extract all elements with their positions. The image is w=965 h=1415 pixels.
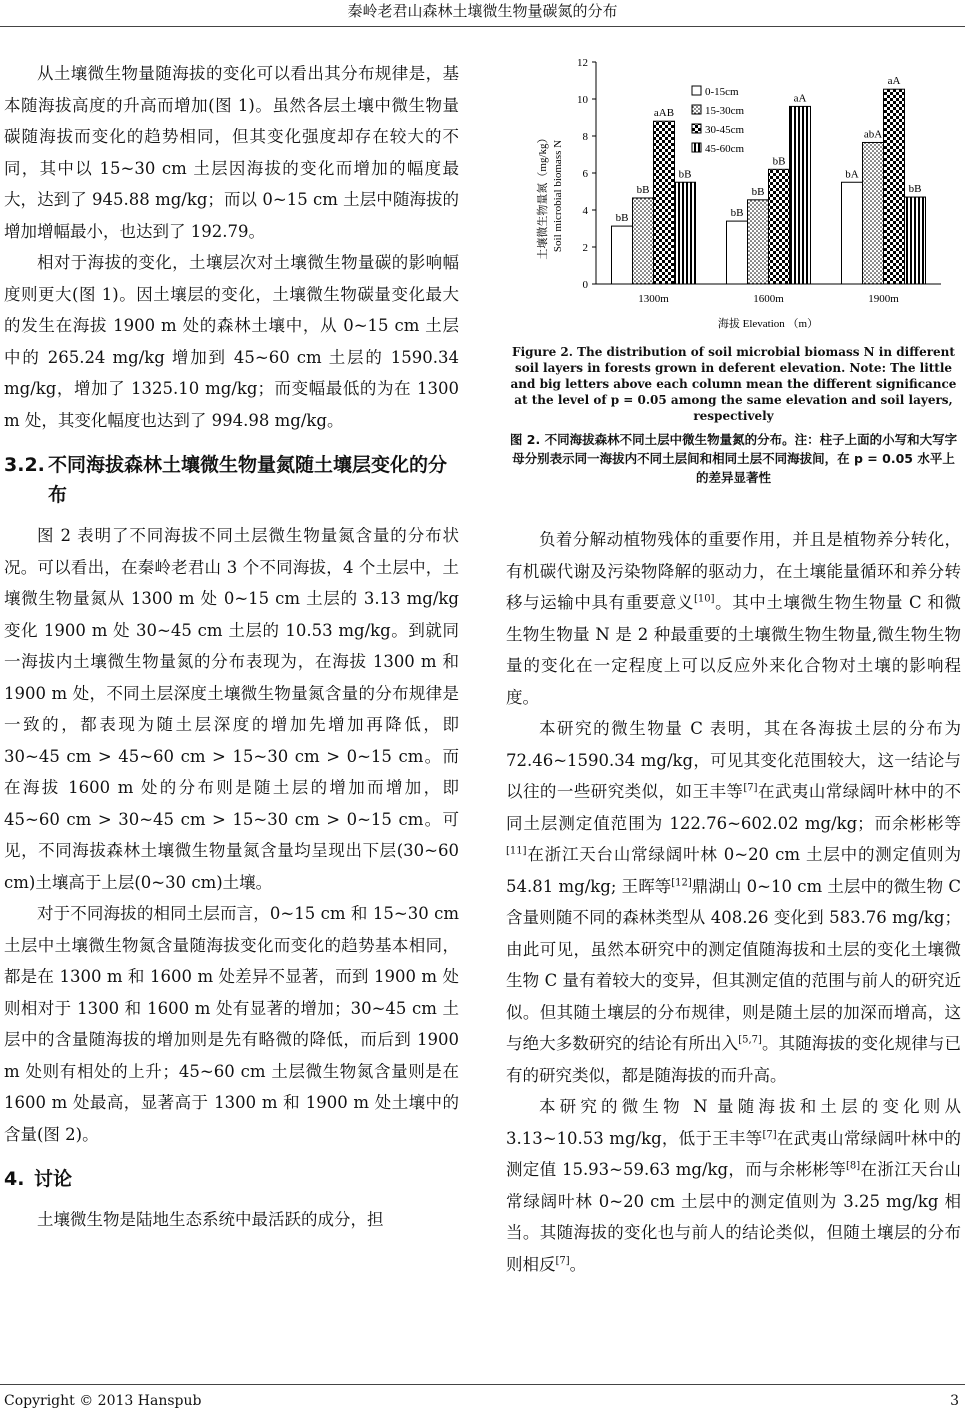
- bar-significance-label: aA: [793, 92, 807, 105]
- bar-significance-label: bB: [908, 183, 922, 196]
- bar-significance-label: bB: [615, 212, 629, 225]
- bar: [633, 198, 654, 284]
- citation: [7]: [743, 782, 758, 794]
- y-tick-label: 6: [582, 168, 588, 180]
- bar: [884, 89, 905, 284]
- citation: [10]: [694, 593, 715, 605]
- bar: [790, 106, 811, 284]
- bar-significance-label: bB: [772, 155, 786, 168]
- figure-caption-en: Figure 2. The distribution of soil microbial biomass N in different soil layers in forests grown in deferent elevation. Note: The little and big letters above each column mean the different significance at the level of p = 0.05 among the same elevation and soil layers, respectively: [510, 345, 957, 423]
- bar-chart: [506, 44, 961, 340]
- bar: [612, 226, 633, 284]
- bar: [905, 197, 926, 284]
- section-heading-3-2: [4, 450, 459, 510]
- legend-swatch: [692, 86, 701, 95]
- bar-significance-label: abA: [863, 128, 883, 141]
- paragraph: [506, 1091, 961, 1280]
- paragraph: [506, 524, 961, 713]
- text-part: 本研究的微生物量 C 表明，其在各海拔土层的分布为 72.46~1590.34 mg/kg，可见其变化范围较大，这一结论与以往的一些研究类似，如王丰等[7]在武夷山常绿阔叶林中的不同土层测定值范围为 122.76~602.02 mg/kg；而余彬彬等[11]在浙江天台山常绿阔叶林 0~20 cm 土层中的测定值则为 54.81 mg/kg; 王晖等[12]鼎湖山 0~10 cm 土层中的微生物 C 含量则随不同的森林类型从 408.26 变化到 583.76 mg/kg；由此可见，虽然本研究中的测定值随海拔和土层的变化土壤微生物 C 量有着较大的变异，但其测定值的范围与前人的研究近似。但其随土壤层的分布规律，则是随土层的加深而增高，这与绝大多数研究的结论有所出入[5,7]。其随海拔的变化规律与已有的研究类似，都是随海拔的而升高。: [506, 719, 962, 1085]
- text-part: 负着分解动植物残体的重要作用，并且是植物养分转化，有机碳代谢及污染物降解的驱动力，在土壤能量循环和养分转移与运输中具有重要意义[10]。其中土壤微生物生物量 C 和微生物生物量 N 是 2 种最重要的土壤微生物生物量,微生物生物量的变化在一定程度上可以反应外来化合物对土壤的影响程度。: [506, 530, 961, 707]
- bar-significance-label: bB: [636, 183, 650, 196]
- citation: [12]: [671, 877, 692, 888]
- section-title: 讨论: [34, 1168, 73, 1190]
- section-heading-4: [4, 1164, 459, 1194]
- figure-caption-zh: 图 2. 不同海拔森林不同土层中微生物量氮的分布。注：柱子上面的小写和大写字母分别表示同一海拔内不同土层间和相同土层不同海拔间，在 p = 0.05 水平上的差异显著性: [509, 432, 958, 485]
- bar-significance-label: aA: [887, 75, 901, 88]
- x-tick-label: 1900m: [868, 293, 899, 305]
- paragraph: 相对于海拔的变化，土壤层次对土壤微生物量碳的影响幅度则更大(图 1)。因土壤层的变化，土壤微生物碳量变化最大的发生在海拔 1900 m 处的森林土壤中，从 0~15 cm 土层中的 265.24 mg/kg 增加到 45~60 cm 土层的 1590.34 mg/kg，增加了 1325.10 mg/kg；而变幅最低的为在 1300 m 处，其变化幅度也达到了 994.98 mg/kg。: [4, 253, 459, 430]
- legend-swatch: [692, 143, 701, 152]
- right-column: [506, 524, 961, 1280]
- header-title: 秦岭老君山森林土壤微生物量碳氮的分布: [347, 2, 618, 20]
- bar: [863, 142, 884, 284]
- bar: [842, 182, 863, 284]
- y-tick-label: 0: [582, 279, 588, 291]
- section-number: 3.2.: [4, 454, 45, 476]
- page-footer: [0, 1384, 965, 1415]
- paragraph: 图 2 表明了不同海拔不同土层微生物量氮含量的分布状况。可以看出，在秦岭老君山 3 个不同海拔，4 个土层中，土壤微生物量氮从 1300 m 处 0~15 cm 土层的 3.13 mg/kg 变化 1900 m 处 30~45 cm 土层的 10.53 mg/kg。到就同一海拔内土壤微生物量氮的分布表现为，在海拔 1300 m 和 1900 m 处，不同土层深度土壤微生物量氮含量的分布规律是一致的，都表现为随土层深度的增加先增加再降低，即 30~45 cm > 45~60 cm > 15~30 cm > 0~15 cm。而在海拔 1600 m 处的分布则是随土层的增加而增加，即 45~60 cm > 30~45 cm > 15~30 cm > 0~15 cm。可见，不同海拔森林土壤微生物量氮含量均呈现出下层(30~60 cm)土壤高于上层(0~30 cm)土壤。: [4, 526, 459, 892]
- y-axis-title-en: Soil microbial biomass N: [552, 139, 564, 253]
- x-tick-label: 1600m: [753, 293, 784, 305]
- y-tick-label: 12: [577, 57, 588, 69]
- bar: [675, 182, 696, 284]
- y-tick-label: 2: [582, 242, 588, 254]
- legend-label: 45-60cm: [705, 143, 745, 155]
- left-column: [4, 58, 459, 1236]
- bar: [748, 200, 769, 284]
- bar-significance-label: bA: [845, 168, 859, 181]
- x-axis-title: 海拔 Elevation （m）: [717, 318, 819, 330]
- citation: [11]: [506, 845, 527, 857]
- page-number: 3: [950, 1393, 959, 1409]
- legend-label: 30-45cm: [705, 124, 745, 136]
- bar: [769, 169, 790, 284]
- y-axis-title-zh: 土壤微生物量氮（mg/kg）: [537, 132, 549, 260]
- copyright: Copyright © 2013 Hanspub: [4, 1393, 202, 1409]
- citation: [8]: [846, 1160, 861, 1172]
- section-title: 不同海拔森林土壤微生物量氮随土壤层变化的分布: [48, 454, 448, 506]
- paragraph: 土壤微生物是陆地生态系统中最活跃的成分，担: [37, 1210, 384, 1229]
- y-tick-label: 10: [577, 94, 588, 106]
- y-tick-label: 4: [582, 205, 588, 217]
- bar-significance-label: bB: [730, 207, 744, 220]
- bar: [654, 121, 675, 284]
- legend-label: 0-15cm: [705, 86, 739, 98]
- y-tick-label: 8: [582, 131, 588, 143]
- bar-significance-label: aAB: [653, 107, 675, 120]
- paragraph: [506, 713, 961, 1091]
- legend-swatch: [692, 105, 701, 114]
- paragraph: 对于不同海拔的相同土层而言，0~15 cm 和 15~30 cm 土层中土壤微生物氮含量随海拔变化而变化的趋势基本相同，都是在 1300 m 和 1600 m 处差异不显著，而到 1900 m 处则相对于 1300 和 1600 m 处有显著的增加；30~45 cm 土层中的含量随海拔的增加则是先有略微的降低，而后到 1900 m 处则有相处的上升；45~60 cm 土层微生物氮含量则是在 1600 m 处最高，显著高于 1300 m 和 1900 m 处土壤中的含量(图 2)。: [4, 904, 459, 1144]
- section-number: 4.: [4, 1168, 25, 1190]
- figure-2: [506, 44, 961, 487]
- text-part: 本研究的微生物 N 量随海拔和土层的变化则从 3.13~10.53 mg/kg，低于王丰等[7]在武夷山常绿阔叶林中的测定值 15.93~59.63 mg/kg，而与余彬彬等[8]在浙江天台山常绿阔叶林 0~20 cm 土层中的测定值则为 3.25 mg/kg 相当。其随海拔的变化也与前人的结论类似，但随土壤层的分布则相反[7]。: [506, 1097, 962, 1274]
- legend-label: 15-30cm: [705, 105, 745, 117]
- x-tick-label: 1300m: [638, 293, 669, 305]
- citation: [7]: [555, 1255, 570, 1266]
- citation: [7]: [762, 1129, 777, 1140]
- paragraph: 从土壤微生物量随海拔的变化可以看出其分布规律是，基本随海拔高度的升高而增加(图 1)。虽然各层土壤中微生物量碳随海拔而变化的趋势相同，但其变化强度却存在较大的不同，其中以 15~30 cm 土层因海拔的变化而增加的幅度最大，达到了 945.88 mg/kg；而以 0~15 cm 土层中随海拔的增加增幅最小，也达到了 192.79。: [4, 64, 459, 241]
- bar-significance-label: bB: [678, 168, 692, 181]
- citation: [5,7]: [738, 1034, 762, 1046]
- legend-swatch: [692, 124, 701, 133]
- bar-significance-label: bB: [751, 185, 765, 198]
- bar: [727, 221, 748, 284]
- running-header: [0, 0, 965, 27]
